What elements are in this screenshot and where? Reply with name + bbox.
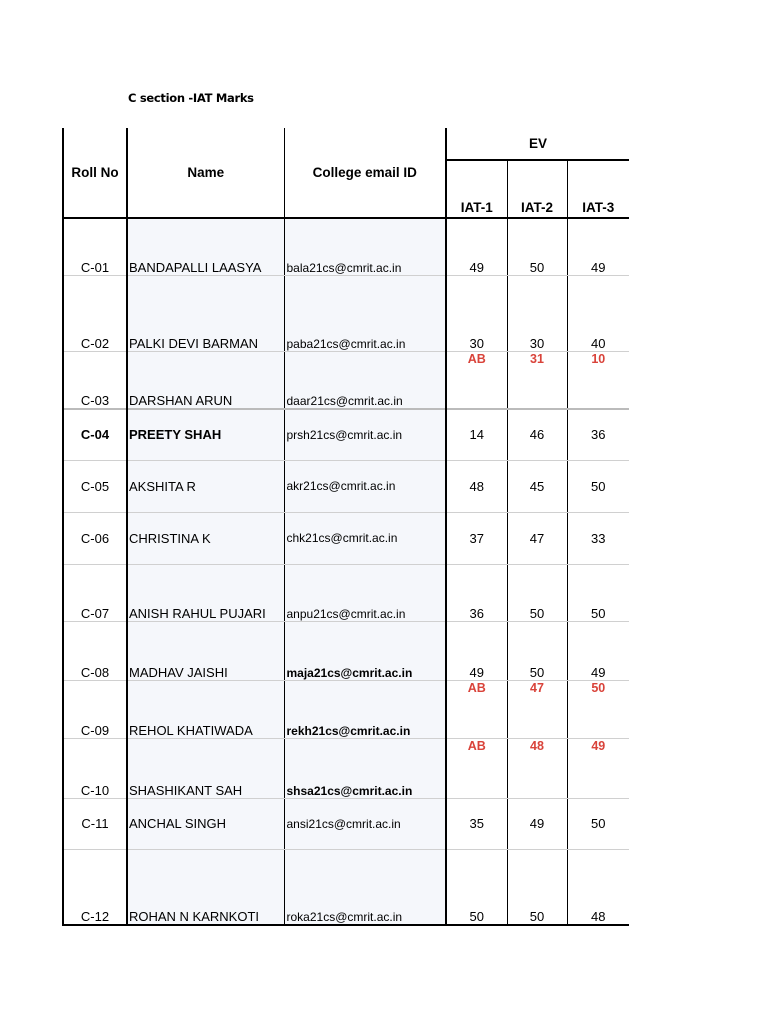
name-cell: DARSHAN ARUN [127,351,284,409]
header-iat-3: IAT-3 [567,160,629,218]
iat-3-cell: 50 [567,680,629,738]
iat-2-cell: 46 [507,409,567,460]
iat-3-cell: 50 [567,564,629,621]
iat-1-cell: AB [446,680,507,738]
iat-1-cell: 35 [446,798,507,849]
table-row [63,798,629,849]
iat-3-cell: 49 [567,218,629,275]
header-iat-1: IAT-1 [446,160,507,218]
email-cell: paba21cs@cmrit.ac.in [284,275,446,351]
iat-2-cell: 50 [507,621,567,680]
table-row [63,409,629,460]
iat-2-cell: 50 [507,218,567,275]
table-row [63,460,629,512]
iat-2-cell: 50 [507,564,567,621]
roll-cell: C-04 [63,409,127,460]
iat-3-cell: 33 [567,512,629,564]
roll-cell: C-10 [63,738,127,798]
name-cell: AKSHITA R [127,460,284,512]
header-iat-2: IAT-2 [507,160,567,218]
email-cell: ansi21cs@cmrit.ac.in [284,798,446,849]
iat-2-cell: 30 [507,275,567,351]
iat-2-cell: 47 [507,512,567,564]
roll-cell: C-08 [63,621,127,680]
iat-3-cell: 40 [567,275,629,351]
email-cell: maja21cs@cmrit.ac.in [284,621,446,680]
roll-cell: C-09 [63,680,127,738]
iat-2-cell: 31 [507,351,567,409]
iat-2-cell: 49 [507,798,567,849]
name-cell: PALKI DEVI BARMAN [127,275,284,351]
roll-cell: C-11 [63,798,127,849]
roll-cell: C-12 [63,849,127,925]
table-row [63,275,629,351]
roll-cell: C-06 [63,512,127,564]
iat-3-cell: 10 [567,351,629,409]
name-cell: SHASHIKANT SAH [127,738,284,798]
roll-cell: C-03 [63,351,127,409]
iat-2-cell: 47 [507,680,567,738]
name-cell: PREETY SHAH [127,409,284,460]
iat-1-cell: AB [446,738,507,798]
iat-3-cell: 36 [567,409,629,460]
iat-2-cell: 50 [507,849,567,925]
iat-1-cell: 14 [446,409,507,460]
iat-2-cell: 48 [507,738,567,798]
table-row [63,564,629,621]
roll-cell: C-02 [63,275,127,351]
name-cell: CHRISTINA K [127,512,284,564]
email-cell: shsa21cs@cmrit.ac.in [284,738,446,798]
table-row [63,351,629,409]
iat-1-cell: 48 [446,460,507,512]
sheet-title: C section -IAT Marks [128,91,254,105]
email-cell: chk21cs@cmrit.ac.in [284,512,446,564]
roll-cell: C-07 [63,564,127,621]
table-row [63,621,629,680]
iat-1-cell: 50 [446,849,507,925]
table-row [63,218,629,275]
table-row [63,512,629,564]
iat-1-cell: AB [446,351,507,409]
name-cell: ANISH RAHUL PUJARI [127,564,284,621]
table-row [63,680,629,738]
iat-3-cell: 48 [567,849,629,925]
iat-1-cell: 49 [446,218,507,275]
name-cell: BANDAPALLI LAASYA [127,218,284,275]
name-cell: ANCHAL SINGH [127,798,284,849]
iat-1-cell: 30 [446,275,507,351]
email-cell: bala21cs@cmrit.ac.in [284,218,446,275]
iat-1-cell: 49 [446,621,507,680]
roll-cell: C-01 [63,218,127,275]
iat-1-cell: 36 [446,564,507,621]
iat-3-cell: 49 [567,738,629,798]
table-row [63,738,629,798]
email-cell: daar21cs@cmrit.ac.in [284,351,446,409]
name-cell: ROHAN N KARNKOTI [127,849,284,925]
iat-2-cell: 45 [507,460,567,512]
marks-table [62,128,629,926]
iat-3-cell: 50 [567,798,629,849]
name-cell: REHOL KHATIWADA [127,680,284,738]
email-cell: akr21cs@cmrit.ac.in [284,460,446,512]
header-roll-no: Roll No [63,128,127,218]
email-cell: roka21cs@cmrit.ac.in [284,849,446,925]
iat-3-cell: 49 [567,621,629,680]
header-name: Name [127,128,284,218]
table-row [63,849,629,925]
name-cell: MADHAV JAISHI [127,621,284,680]
email-cell: prsh21cs@cmrit.ac.in [284,409,446,460]
email-cell: anpu21cs@cmrit.ac.in [284,564,446,621]
header-group-ev: EV [446,128,629,160]
iat-3-cell: 50 [567,460,629,512]
email-cell: rekh21cs@cmrit.ac.in [284,680,446,738]
roll-cell: C-05 [63,460,127,512]
header-email: College email ID [284,128,446,218]
iat-1-cell: 37 [446,512,507,564]
